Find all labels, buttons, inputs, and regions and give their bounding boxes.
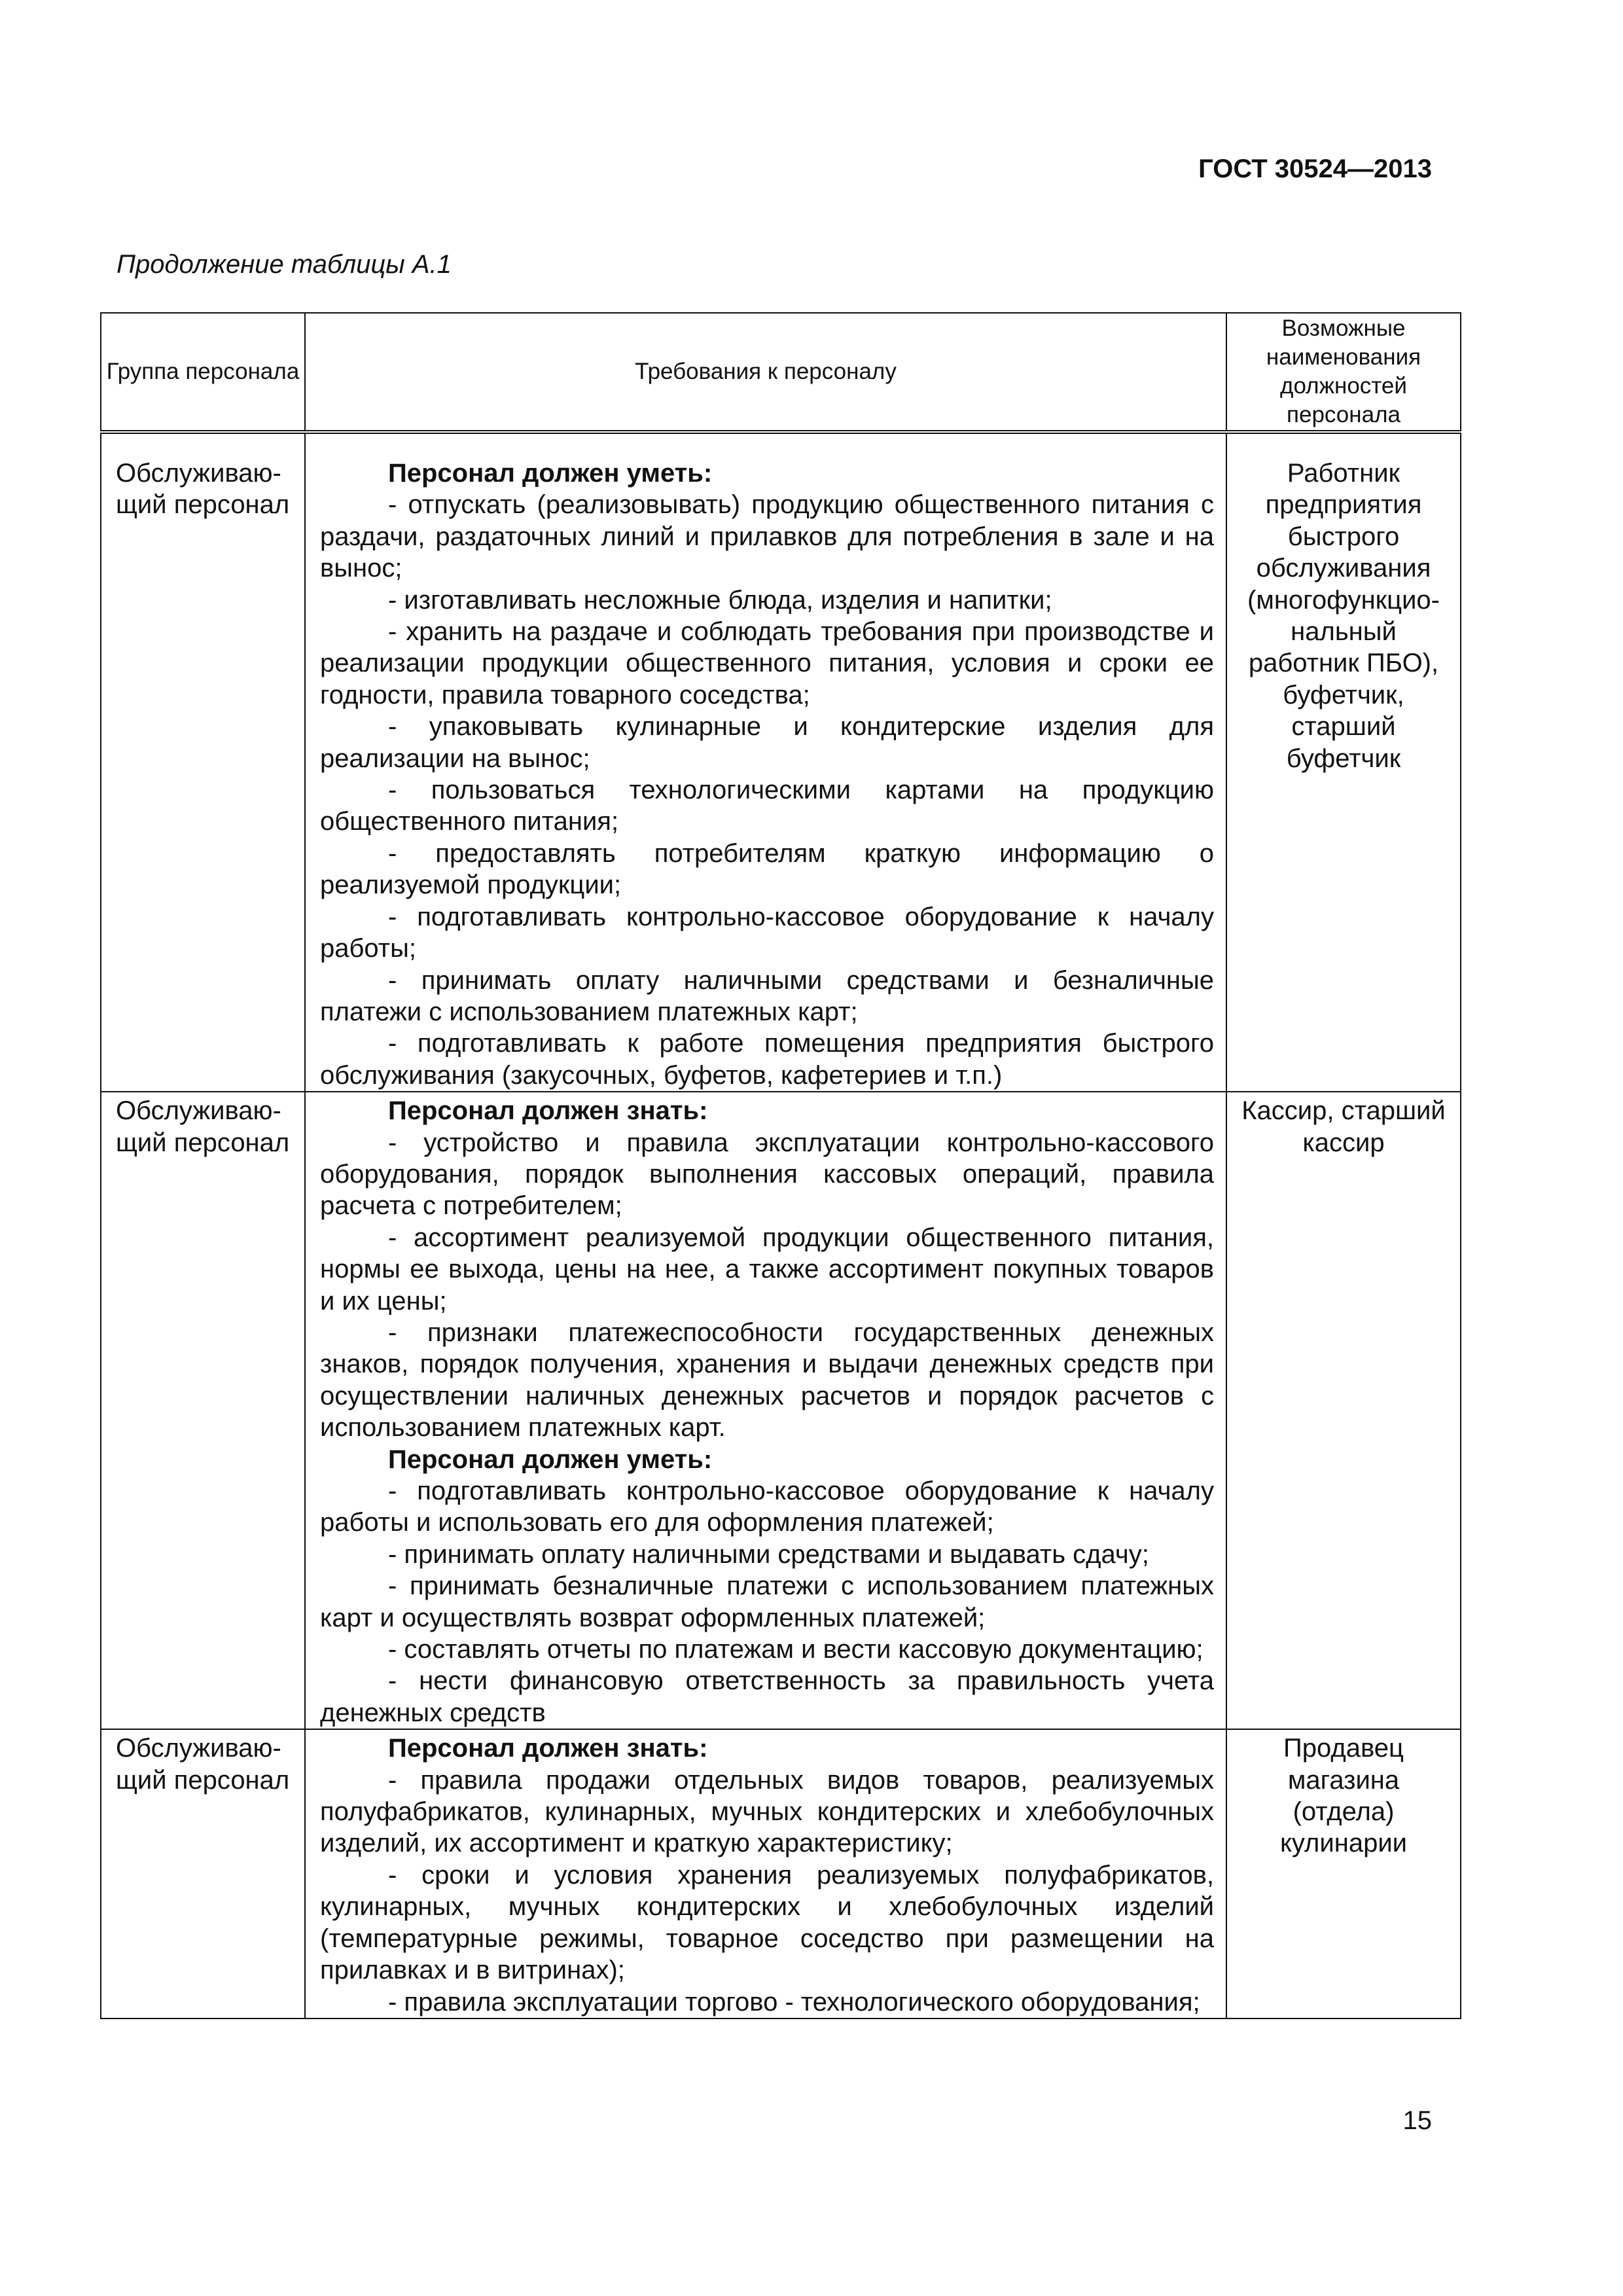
requirement-item: - сроки и условия хранения реализуемых полуфабрикатов, кулинарных, мучных кондитерских и хлебобулочных изделий (температурные режимы, товарное соседство при размещении на прилавках и в витринах); [320, 1860, 1214, 1985]
requirements-cell [305, 432, 1226, 1092]
header-group: Группа персонала [101, 313, 305, 432]
header-requirements: Требования к персоналу [305, 313, 1226, 432]
requirement-item: - отпускать (реализовывать) продукцию общественного питания с раздачи, раздаточных линий и прилавков для потребления в зале и на вынос; [320, 490, 1214, 583]
requirement-item: - правила эксплуатации торгово - технологического оборудования; [388, 1987, 1200, 2017]
requirement-item: - пользоваться технологическими картами на продукцию общественного питания; [320, 776, 1214, 836]
requirements-cell [305, 1729, 1226, 2018]
positions-cell: Кассир, старший кассир [1226, 1092, 1461, 1729]
requirement-item: - принимать оплату наличными средствами и выдавать сдачу; [388, 1539, 1149, 1569]
table-row [101, 432, 1461, 1092]
table-header-row [101, 313, 1461, 432]
requirement-item: - устройство и правила эксплуатации контрольно-кассового оборудования, порядок выполнения кассовых операций, правила расчета с потребителем; [320, 1128, 1214, 1221]
requirement-item: - принимать безналичные платежи с использованием платежных карт и осуществлять возврат оформленных платежей; [320, 1571, 1214, 1632]
requirement-item: - правила продажи отдельных видов товаров, реализуемых полуфабрикатов, кулинарных, мучных кондитерских и хлебобулочных изделий, их ассортимент и краткую характеристику; [320, 1765, 1214, 1858]
requirement-item: - хранить на раздаче и соблюдать требования при производстве и реализации продукции общественного питания, условия и сроки ее годности, правила товарного соседства; [320, 617, 1214, 709]
requirement-item: - нести финансовую ответственность за правильность учета денежных средств [320, 1666, 1214, 1727]
requirement-item: - ассортимент реализуемой продукции общественного питания, нормы ее выхода, цены на нее, а также ассортимент покупных товаров и их цены; [320, 1223, 1214, 1316]
table-row [101, 1092, 1461, 1729]
positions-cell: Продавец магазина (отдела) кулинарии [1226, 1729, 1461, 2018]
requirements-table [100, 312, 1461, 2019]
requirement-item: - изготавливать несложные блюда, изделия и напитки; [388, 585, 1052, 615]
requirement-heading: Персонал должен уметь: [388, 459, 713, 488]
requirements-cell [305, 1092, 1226, 1729]
requirement-item: - подготавливать контрольно-кассовое оборудование к началу работы; [320, 902, 1214, 963]
table-row [101, 1729, 1461, 2018]
positions-cell: Работник предприятия быстрого обслуживания (многофункцио- нальный работник ПБО), буфетчик, старший буфетчик [1226, 432, 1461, 1092]
requirement-item: - подготавливать к работе помещения предприятия быстрого обслуживания (закусочных, буфетов, кафетериев и т.п.) [320, 1029, 1214, 1090]
header-positions: Возможные наименования должностей персонала [1226, 313, 1461, 432]
document-id: ГОСТ 30524—2013 [1198, 154, 1432, 183]
requirement-item: - подготавливать контрольно-кассовое оборудование к началу работы и использовать его для оформления платежей; [320, 1477, 1214, 1537]
requirement-heading: Персонал должен знать: [388, 1734, 708, 1763]
page-number: 15 [1402, 2106, 1432, 2135]
group-cell: Обслуживаю- щий персонал [101, 1092, 305, 1729]
requirement-item: - упаковывать кулинарные и кондитерские изделия для реализации на вынос; [320, 712, 1214, 773]
requirement-item: - составлять отчеты по платежам и вести кассовую документацию; [388, 1635, 1204, 1664]
requirement-heading: Персонал должен знать: [388, 1096, 708, 1126]
requirement-heading: Персонал должен уметь: [388, 1444, 713, 1474]
requirement-item: - предоставлять потребителям краткую информацию о реализуемой продукции; [320, 838, 1214, 900]
group-cell: Обслуживаю- щий персонал [101, 1729, 305, 2018]
requirement-item: - признаки платежеспособности государственных денежных знаков, порядок получения, хранения и выдачи денежных средств при осуществлении наличных денежных расчетов и порядок расчетов с использованием платежных карт. [320, 1318, 1214, 1443]
table-caption: Продолжение таблицы А.1 [116, 250, 452, 279]
group-cell: Обслуживаю- щий персонал [101, 432, 305, 1092]
requirement-item: - принимать оплату наличными средствами и безналичные платежи с использованием платежных карт; [320, 965, 1214, 1026]
